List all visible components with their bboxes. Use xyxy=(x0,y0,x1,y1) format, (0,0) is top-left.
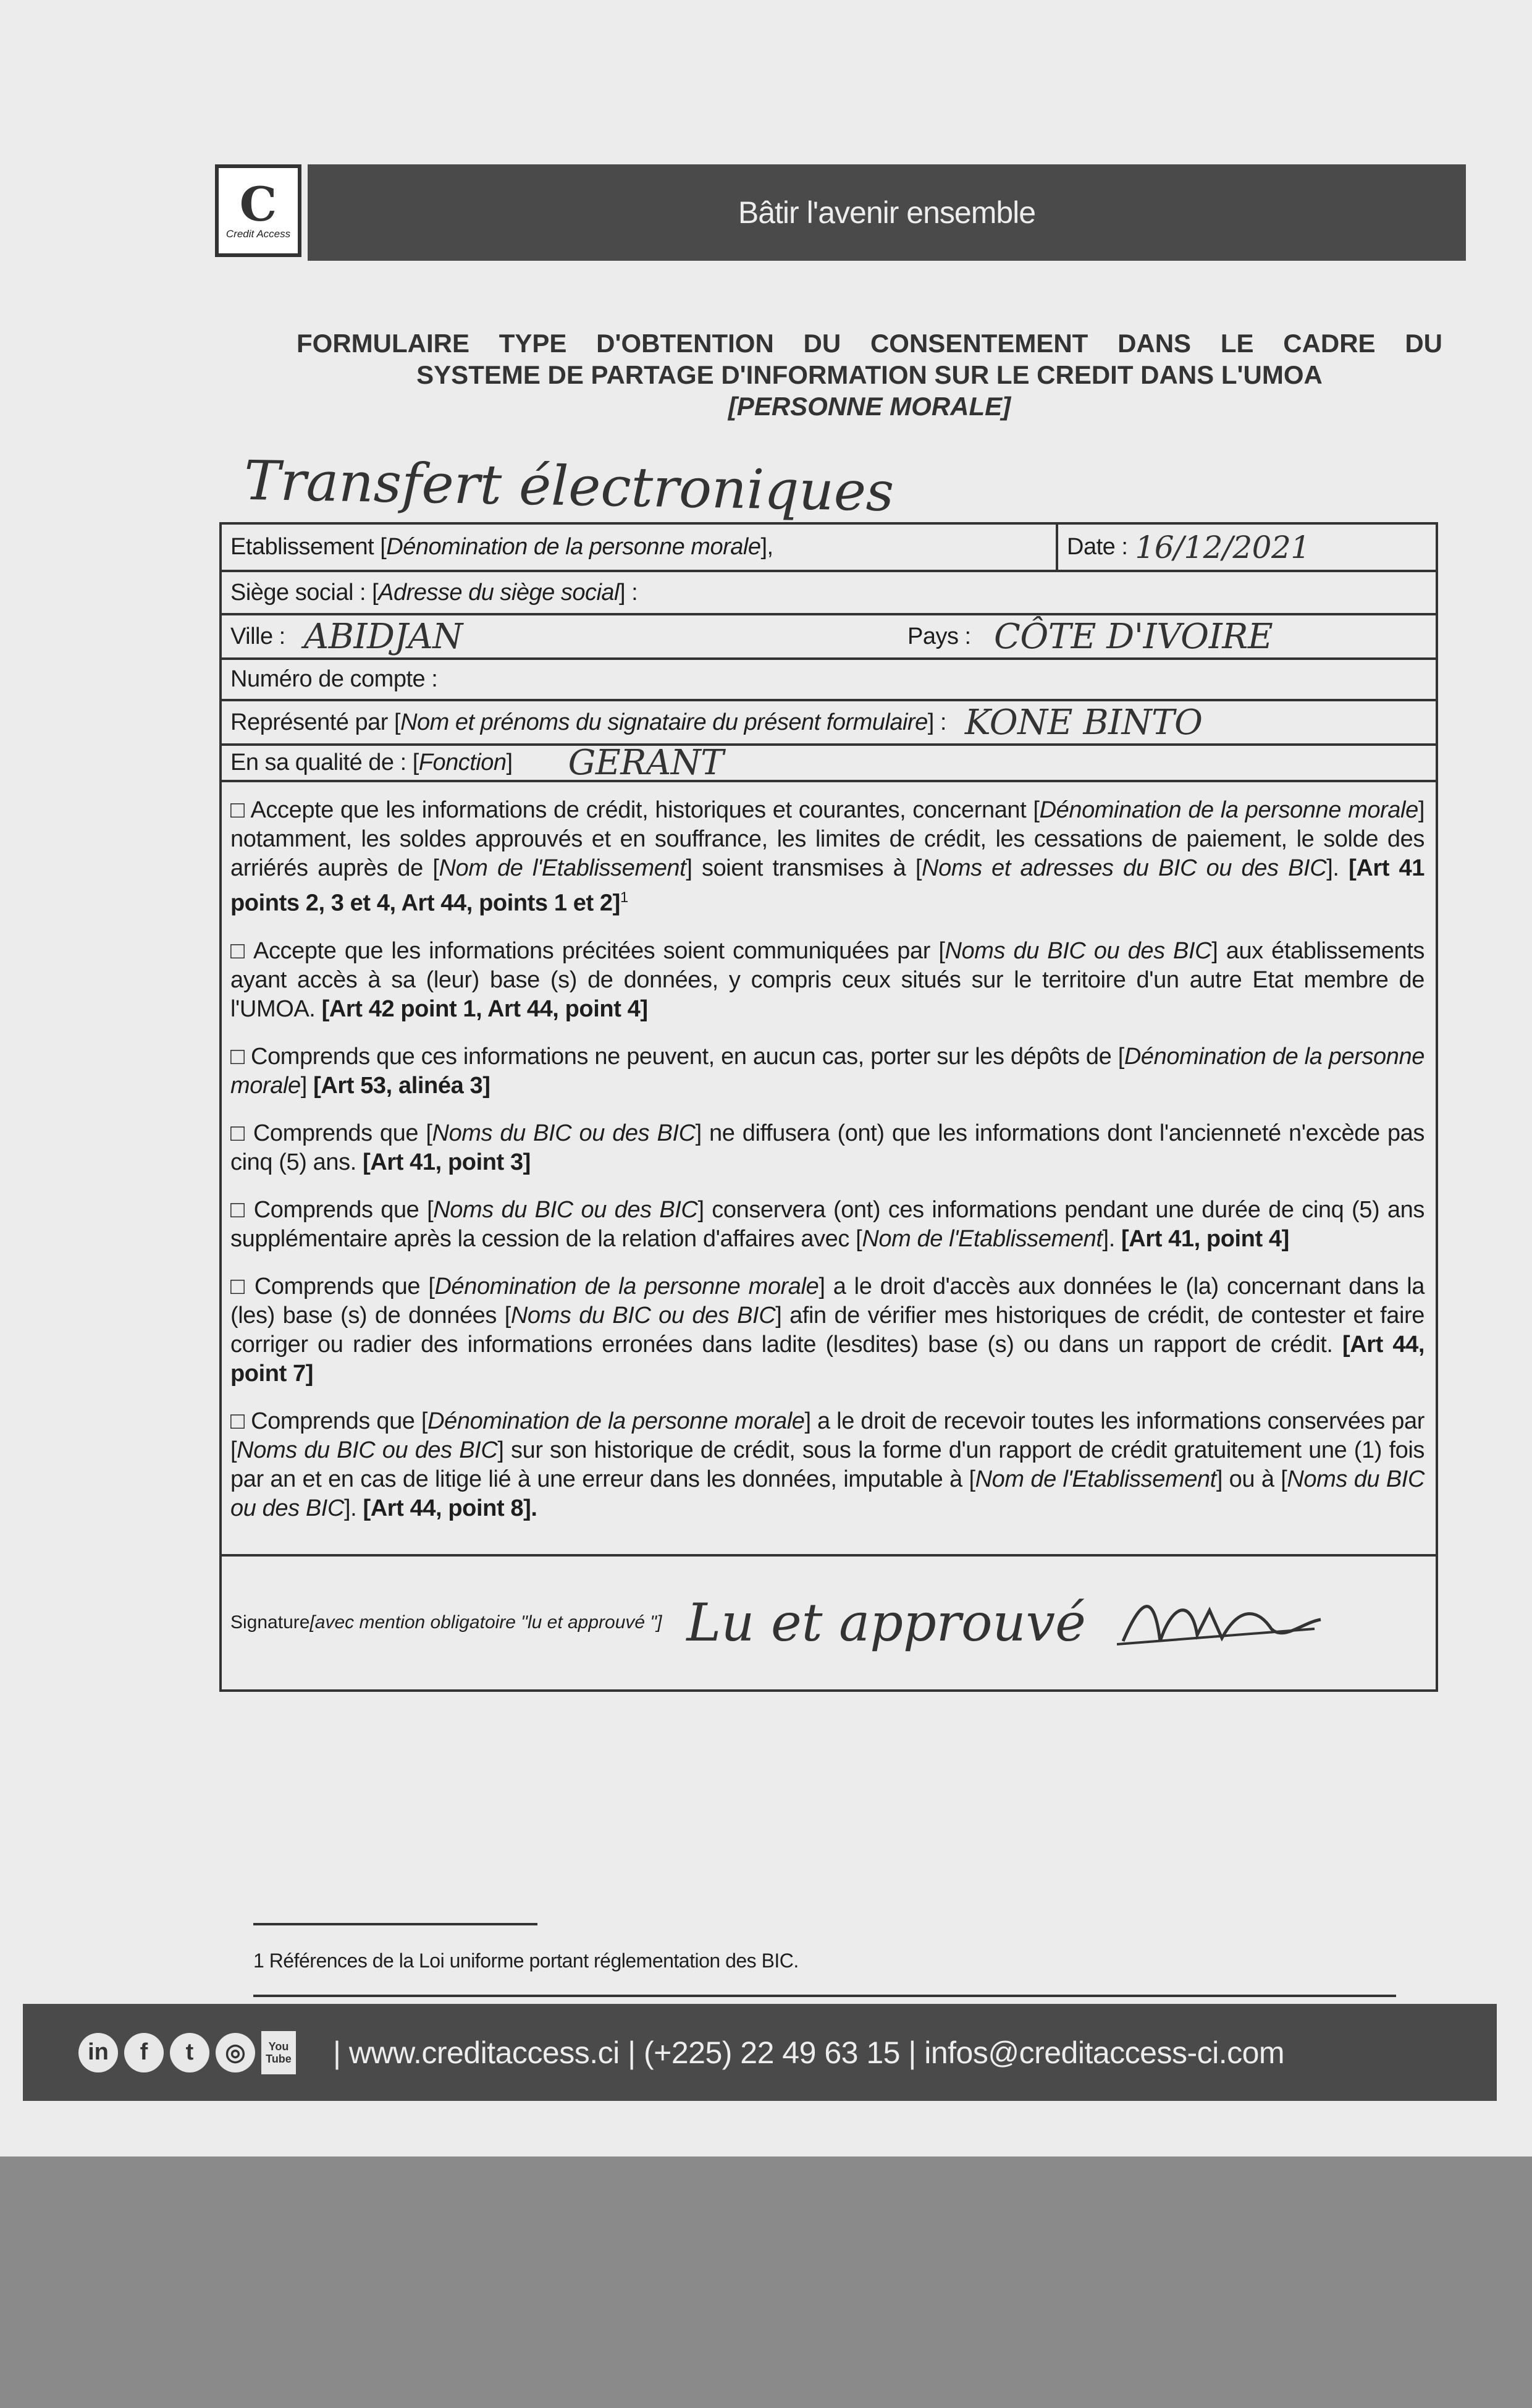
clause-text: ]. xyxy=(344,1495,363,1521)
clause-text: ]. xyxy=(1102,1225,1122,1252)
clause-text: □ Accepte que les informations précitées soient communiquées par [ xyxy=(230,937,945,964)
clause-text: Dénomination de la personne morale xyxy=(230,1043,1425,1099)
article-reference: [Art 53, alinéa 3] xyxy=(313,1072,490,1099)
article-reference: [Art 44, point 8]. xyxy=(363,1495,537,1521)
article-reference: [Art 44, point 7] xyxy=(230,1331,1425,1387)
handwritten-note: Transfert électroniques xyxy=(243,448,895,524)
footnote-divider xyxy=(253,1923,537,1925)
clause-text: ] a le droit de recevoir toutes les informations conservées par [ xyxy=(230,1408,1425,1463)
clause-text: □ Comprends que [ xyxy=(230,1120,432,1146)
clause-text: ] aux établissements ayant accès à sa (leur) base (s) de données, y compris ceux situés sur le territoire d'un autre Etat membre de l'UMOA. xyxy=(230,937,1425,1022)
footer-banner xyxy=(23,2004,1497,2101)
clause-text: □ Comprends que [ xyxy=(230,1408,428,1434)
clause-text: Noms et adresses du BIC ou des BIC xyxy=(922,855,1327,881)
clause-text: Noms du BIC ou des BIC xyxy=(433,1196,698,1223)
document-title: FORMULAIRE TYPE D'OBTENTION DU CONSENTEMENT DANS LE CADRE DU SYSTEME DE PARTAGE D'INFORMATION SUR LE CREDIT DANS L'UMOA [PERSONNE MORALE] xyxy=(297,329,1442,421)
consent-clause xyxy=(230,1272,1425,1388)
slogan-banner: Bâtir l'avenir ensemble xyxy=(308,164,1466,261)
consent-clause xyxy=(230,1196,1425,1254)
etablissement-row: Etablissement [ Dénomination de la personne morale ], Date : 16/12/2021 xyxy=(222,525,1436,572)
clause-text: Nom de l'Etablissement xyxy=(862,1225,1103,1252)
article-reference: [Art 41 points 2, 3 et 4, Art 44, points 1 et 2] xyxy=(230,855,1425,916)
clause-text: Dénomination de la personne morale xyxy=(427,1408,805,1434)
article-reference: [Art 41, point 4] xyxy=(1121,1225,1289,1252)
ville-pays-row[interactable]: Ville : ABIDJAN Pays : CÔTE D'IVOIRE xyxy=(222,615,1436,660)
letterhead xyxy=(215,164,1466,261)
consent-clause xyxy=(230,796,1425,918)
clause-text: Noms du BIC ou des BIC xyxy=(230,1466,1425,1521)
contact-info: | www.creditaccess.ci | (+225) 22 49 63 15 | infos@creditaccess-ci.com xyxy=(333,2035,1285,2070)
facebook-icon: f xyxy=(124,2033,164,2072)
consent-clause xyxy=(230,937,1425,1024)
clause-text: Dénomination de la personne morale xyxy=(434,1273,819,1299)
clause-text: ] a le droit d'accès aux données le (la) concernant dans la (les) base (s) de données [ xyxy=(230,1273,1425,1329)
clause-text: ] xyxy=(300,1072,314,1099)
clause-text: ] ne diffusera (ont) que les informations dont l'ancienneté n'excède pas cinq (5) ans. xyxy=(230,1120,1425,1175)
signature-row[interactable]: Signature [avec mention obligatoire "lu et approuvé "] Lu et approuvé xyxy=(222,1557,1436,1689)
clause-text: ] notamment, les soldes approuvés et en souffrance, les limites de crédit, les cessations de paiement, le solde des arriérés auprès de [ xyxy=(230,797,1425,881)
youtube-icon: You Tube xyxy=(261,2031,296,2074)
twitter-icon: t xyxy=(170,2033,209,2072)
instagram-icon: ◎ xyxy=(216,2033,255,2072)
clause-text: Dénomination de la personne morale xyxy=(1039,797,1418,823)
article-reference: [Art 41, point 3] xyxy=(363,1149,531,1175)
signature-scribble xyxy=(1117,1586,1327,1660)
represente-value: KONE BINTO xyxy=(964,702,1203,743)
ville-value: ABIDJAN xyxy=(303,616,463,657)
consent-form xyxy=(219,522,1438,1692)
clause-text: ] ou à [ xyxy=(1216,1466,1287,1492)
date-field[interactable]: Date : 16/12/2021 xyxy=(1056,525,1310,570)
footer-divider xyxy=(253,1995,1396,1997)
article-reference: [Art 42 point 1, Art 44, point 4] xyxy=(321,995,648,1022)
clause-text: Nom de l'Etablissement xyxy=(975,1466,1216,1492)
consent-clause xyxy=(230,1042,1425,1100)
consent-clause xyxy=(230,1119,1425,1177)
clause-text: Noms du BIC ou des BIC xyxy=(510,1302,776,1329)
footnote: 1 Références de la Loi uniforme portant réglementation des BIC. xyxy=(253,1950,799,1972)
consent-clause xyxy=(230,1407,1425,1523)
clause-text: ] afin de vérifier mes historiques de crédit, de contester et faire corriger ou radier des informations erronées dans ladite (lesdites) base (s) ou dans un rapport de crédit. xyxy=(230,1302,1425,1358)
clause-text: Nom de l'Etablissement xyxy=(439,855,686,881)
clause-text: □ Accepte que les informations de crédit, historiques et courantes, concernant [ xyxy=(230,797,1040,823)
clause-text: ] soient transmises à [ xyxy=(686,855,922,881)
handwritten-approval: Lu et approuvé xyxy=(686,1592,1086,1654)
siege-row[interactable]: Siège social : [ Adresse du siège social ] : xyxy=(222,572,1436,615)
clause-text: Noms du BIC ou des BIC xyxy=(432,1120,696,1146)
credit-access-logo: C Credit Access xyxy=(215,164,301,257)
represente-row[interactable]: Représenté par [ Nom et prénoms du signataire du présent formulaire ] : KONE BINTO xyxy=(222,701,1436,746)
compte-row[interactable]: Numéro de compte : xyxy=(222,660,1436,701)
qualite-value: GERANT xyxy=(568,743,724,783)
clause-text: □ Comprends que ces informations ne peuvent, en aucun cas, porter sur les dépôts de [ xyxy=(230,1043,1124,1070)
pays-value: CÔTE D'IVOIRE xyxy=(994,616,1273,657)
clause-text: ]. xyxy=(1326,855,1349,881)
clause-text: ] sur son historique de crédit, sous la forme d'un rapport de crédit gratuitement une (1) fois par an et en cas de litige lié à une erreur dans les données, imputable à [ xyxy=(230,1437,1425,1492)
clause-text: □ Comprends que [ xyxy=(230,1273,435,1299)
clause-text: ] conservera (ont) ces informations pendant une durée de cinq (5) ans supplémentaire après la cession de la relation d'affaires avec [ xyxy=(230,1196,1425,1252)
clause-text: Noms du BIC ou des BIC xyxy=(237,1437,498,1463)
footnote-marker: 1 xyxy=(620,889,628,906)
qualite-row[interactable]: En sa qualité de : [ Fonction ] GERANT xyxy=(222,746,1436,782)
clause-text: Noms du BIC ou des BIC xyxy=(945,937,1212,964)
consent-clauses xyxy=(222,782,1436,1557)
linkedin-icon: in xyxy=(78,2033,118,2072)
clause-text: □ Comprends que [ xyxy=(230,1196,434,1223)
